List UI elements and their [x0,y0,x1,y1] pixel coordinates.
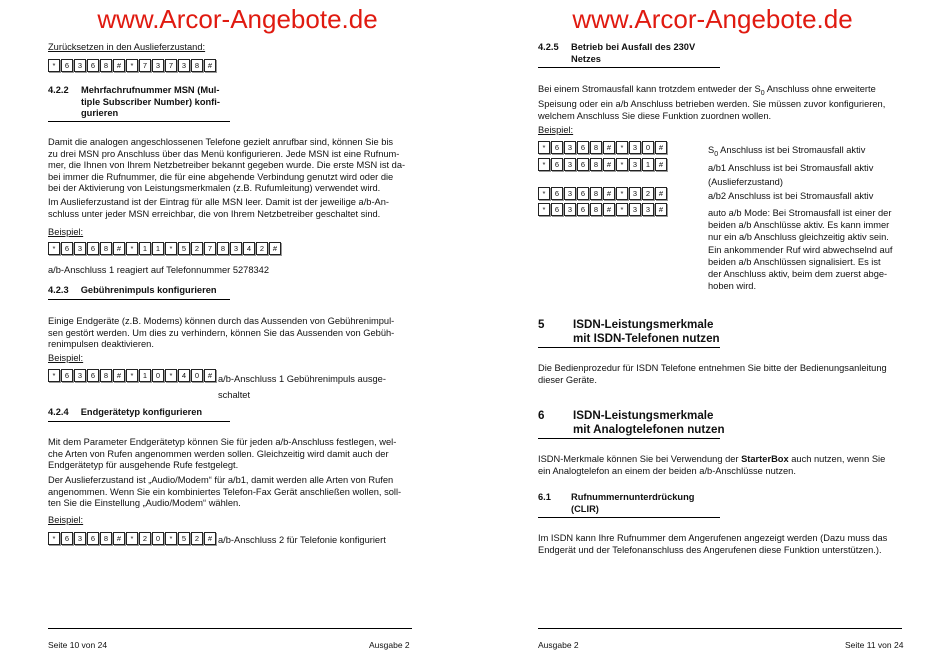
heading-rule [538,347,720,348]
watermark-url: www.Arcor-Angebote.de [572,4,853,34]
text-line: che Arten von Rufen angenommen werden sollen. Gleichzeitig wird damit auch der [48,448,389,459]
heading-line: Mehrfachrufnummer MSN (Mul- [81,85,220,95]
text-line: Damit die analogen angeschlossenen Telefone gezielt anrufbar sind, können Sie bis [48,137,394,147]
paragraph-msn-2 [48,197,389,220]
page-number: Seite 11 von 24 [845,640,904,650]
keypad-key: * [165,242,177,255]
heading-line: Rufnummernunterdrückung [571,492,695,502]
keypad-key: * [48,242,60,255]
keypad-key: 6 [87,242,99,255]
section-number: 6.1 [538,492,551,502]
keypad-key: * [48,532,60,545]
keypad-key: 6 [551,203,563,216]
text-line: Ein ankommender Ruf wird abwechselnd auf [708,244,893,255]
watermark-url: www.Arcor-Angebote.de [97,4,378,34]
keypad-key: * [538,158,550,171]
keypad-key: # [603,141,615,154]
text-line: ein Analogtelefon an einem der beiden a/b-Anschlüsse nutzen. [538,465,796,476]
keypad-key: 3 [74,532,86,545]
keypad-key: * [126,59,138,72]
heading-line: mit ISDN-Telefonen nutzen [573,332,720,345]
keypad-key: 6 [577,158,589,171]
keypad-key: 8 [191,59,203,72]
keypad-key: 0 [152,532,164,545]
stromausfall-text-3: a/b2 Anschluss ist bei Stromausfall aktiv [708,191,874,201]
paragraph-stromausfall [538,84,908,122]
keypad-key: 1 [139,242,151,255]
paragraph-endgeraet-1 [48,437,396,472]
text-line: beiden a/b Anschlüssen signalisiert. Es ist [708,256,881,267]
heading-rule [538,67,720,68]
keypad-key: * [616,141,628,154]
keypad-key: 7 [165,59,177,72]
page-number: Seite 10 von 24 [48,640,108,650]
section-number: 4.2.2 [48,85,69,95]
keypad-key: * [126,369,138,382]
text-line: Endgerät und der Telefonanschluss des Angerufenen diese Funktion unterstützen.). [538,544,882,555]
endgeraet-result: a/b-Anschluss 2 für Telefonie konfiguriert [218,535,386,545]
keypad-key: 3 [564,187,576,200]
keypad-key: * [48,369,60,382]
keypad-key: # [113,59,125,72]
paragraph-isdn-telefone [538,363,887,386]
edition: Ausgabe 2 [538,640,579,650]
keypad-key: 3 [74,242,86,255]
keypad-key: # [113,369,125,382]
heading-line: Betrieb bei Ausfall des 230V [571,42,696,52]
text-line: zu drei MSN pro Anschluss über das Menü konfigurieren. Jede MSN ist eine Rufnum- [48,148,400,159]
edition: Ausgabe 2 [369,640,410,650]
section-number: 5 [538,318,545,331]
section-6-heading [538,409,725,437]
section-number: 4.2.3 [48,285,69,295]
keypad-key: 3 [564,141,576,154]
heading-line: Endgerätetyp konfigurieren [80,407,203,417]
example-label: Beispiel: [48,227,84,237]
keypad-key: # [603,158,615,171]
heading-line: mit Analogtelefonen nutzen [573,423,725,436]
text-line: bei immer die Rufnummer, die für eine abgehende Verbindung genutzt wird oder die [48,171,394,182]
keypad-key: 3 [642,203,654,216]
section-number: 4.2.4 [48,407,69,417]
footer-rule [48,628,412,629]
section-4-2-4-heading [48,407,202,419]
keypad-key: 1 [152,242,164,255]
text-line: nur ein a/b Anschluss gleichzeitig aktiv sein. [708,232,889,243]
keypad-key: 5 [178,532,190,545]
keypad-key: * [538,187,550,200]
keypad-key: 6 [61,532,73,545]
keypad-key: # [269,242,281,255]
subscript: 0 [760,89,765,97]
section-6-1-heading [538,492,758,515]
keypad-key: 7 [204,242,216,255]
keypad-key: 8 [217,242,229,255]
keypad-key: # [204,532,216,545]
stromausfall-text-4 [708,207,893,292]
result-line: a/b-Anschluss 1 Gebührenimpuls ausge- [218,374,386,384]
keypad-key: 3 [230,242,242,255]
keypad-key: * [126,532,138,545]
keypad-key: # [655,141,667,154]
keypad-key: 6 [551,187,563,200]
paragraph-gebuehren [48,316,394,351]
keypad-key: 2 [191,532,203,545]
keypad-key: 3 [178,59,190,72]
msn-keypad [48,242,281,255]
stromausfall-keypad-4 [538,203,667,216]
gebuehren-keypad [48,369,216,382]
keypad-key: # [204,59,216,72]
keypad-key: # [113,242,125,255]
text-line: beiden a/b Anschlüsse aktiv. Es kann immer [708,220,890,231]
text-line: Die Bedienprozedur für ISDN Telefone entnehmen Sie bitte der Bedienungsanleitung [538,363,887,373]
keypad-key: 0 [191,369,203,382]
heading-line: ISDN-Leistungsmerkmale [573,409,714,422]
heading-line: (CLIR) [571,503,599,514]
text-line: Im ISDN kann Ihre Rufnummer dem Angerufenen angezeigt werden (Dazu muss das [538,533,888,543]
text-line: auto a/b Mode: Bei Stromausfall ist einer der [708,208,892,218]
text-line: Endgerätetyp für ausgehende Rufe festgelegt. [48,460,239,470]
keypad-key: 3 [629,187,641,200]
stromausfall-text-2 [708,161,873,189]
keypad-key: 6 [577,203,589,216]
stromausfall-keypad-3 [538,187,667,200]
keypad-key: 1 [139,369,151,382]
text-line: der Anschluss aktiv, beim dem zuerst abge- [708,269,888,280]
text-line: Anschluss ist bei Stromausfall aktiv [718,145,866,155]
text-line: mer, die Ihnen von Ihrem Netzbetreiber bekannt gegeben wurde. Die erste MSN ist da- [48,160,406,170]
stromausfall-keypad-2 [538,158,667,171]
reset-label: Zurücksetzen in den Auslieferzustand: [48,42,206,52]
section-5-heading [538,318,720,346]
keypad-key: 7 [139,59,151,72]
keypad-key: * [538,141,550,154]
keypad-key: # [113,532,125,545]
example-label: Beispiel: [48,353,84,363]
heading-line: ISDN-Leistungsmerkmale [573,318,714,331]
paragraph-msn-1 [48,137,405,195]
text-line: (Auslieferzustand) [708,177,783,187]
keypad-key: # [655,158,667,171]
keypad-key: 6 [61,369,73,382]
keypad-key: 8 [100,242,112,255]
section-number: 6 [538,409,545,422]
text-line: ISDN-Merkmale können Sie bei Verwendung der [538,454,742,464]
keypad-key: 6 [87,532,99,545]
keypad-key: 3 [74,369,86,382]
keypad-key: 6 [551,141,563,154]
keypad-key: 8 [590,141,602,154]
heading-rule [538,517,720,518]
keypad-key: 6 [577,187,589,200]
text-line: renimpulsen deaktivieren. [48,339,154,349]
text-line: hoben wird. [708,281,757,292]
heading-rule [48,121,230,122]
text-line: schluss unter jeder MSN erreichbar, die von Ihrem Netzbetreiber geschaltet sind. [48,208,381,219]
example-label: Beispiel: [538,125,574,135]
keypad-key: 3 [629,158,641,171]
keypad-key: 6 [577,141,589,154]
keypad-key: 8 [590,187,602,200]
stromausfall-keypad-1 [538,141,667,154]
text-line: dieser Geräte. [538,374,597,385]
text-line: S [708,145,715,155]
right-page [475,0,950,654]
text-line: Anschluss ohne erweiterte [764,84,876,94]
keypad-key: 8 [100,369,112,382]
endgeraet-keypad [48,532,216,545]
keypad-key: 2 [191,242,203,255]
keypad-key: 3 [629,141,641,154]
keypad-key: 0 [152,369,164,382]
text-line: a/b1 Anschluss ist bei Stromausfall aktiv [708,163,874,173]
keypad-key: 3 [152,59,164,72]
section-number: 4.2.5 [538,42,559,52]
heading-rule [48,421,230,422]
text-line: bei der Aktivierung von Leistungsmerkmalen (z.B. Rufumleitung) verwendet wird. [48,183,381,193]
keypad-key: * [616,187,628,200]
keypad-key: 2 [256,242,268,255]
keypad-key: 0 [642,141,654,154]
keypad-key: 2 [642,187,654,200]
section-4-2-2-heading [48,85,248,120]
section-4-2-3-heading [48,285,217,297]
keypad-key: 8 [100,532,112,545]
text-line: ten Sie die Einstellung „Audio/Modem“ wählen. [48,498,241,508]
keypad-key: 1 [642,158,654,171]
keypad-key: 3 [74,59,86,72]
text-line: Speisung oder ein a/b Anschluss betrieben werden. Sie müssen zuvor konfigurieren, [538,99,886,110]
keypad-key: 8 [100,59,112,72]
keypad-key: # [603,203,615,216]
text-line: welchem Anschluss Sie diese Funktion zuordnen wollen. [538,110,772,121]
keypad-key: 4 [178,369,190,382]
keypad-key: 5 [178,242,190,255]
keypad-key: 6 [61,59,73,72]
text-line: Mit dem Parameter Endgerätetyp können Sie für jeden a/b-Anschluss festlegen, wel- [48,437,397,447]
keypad-key: * [616,203,628,216]
example-label: Beispiel: [48,515,84,525]
heading-line: tiple Subscriber Number) konfi- [81,96,220,107]
reset-keypad [48,59,216,72]
keypad-key: # [603,187,615,200]
product-name: StarterBox [741,454,789,464]
text-line: Der Auslieferzustand ist „Audio/Modem“ für a/b1, damit werden alle Arten von Rufen [48,475,394,485]
paragraph-endgeraet-2 [48,475,401,510]
keypad-key: 2 [139,532,151,545]
heading-line: Gebührenimpuls konfigurieren [80,285,217,295]
keypad-key: # [655,187,667,200]
keypad-key: 6 [87,59,99,72]
footer-rule [538,628,902,629]
text-line: Einige Endgeräte (z.B. Modems) können durch das Aussenden von Gebührenimpul- [48,316,395,326]
keypad-key: * [126,242,138,255]
keypad-key: 3 [629,203,641,216]
heading-line: Netzes [571,53,601,64]
text-line: Im Auslieferzustand ist der Eintrag für alle MSN leer. Damit ist der jeweilige a/b-An- [48,197,390,207]
keypad-key: # [655,203,667,216]
keypad-key: * [48,59,60,72]
keypad-key: # [204,369,216,382]
text-line: auch nutzen, wenn Sie [788,454,886,464]
heading-rule [538,438,720,439]
keypad-key: * [616,158,628,171]
keypad-key: 3 [564,158,576,171]
keypad-key: 6 [87,369,99,382]
keypad-key: 8 [590,158,602,171]
text-line: angenommen. Wenn Sie ein kombiniertes Telefon-Fax Gerät anschließen wollen, soll- [48,486,402,497]
stromausfall-text-1 [708,145,865,160]
text-line: Bei einem Stromausfall kann trotzdem entweder der S [538,84,761,94]
heading-line: gurieren [81,108,119,118]
keypad-key: 4 [243,242,255,255]
keypad-key: 8 [590,203,602,216]
keypad-key: 6 [551,158,563,171]
subscript: 0 [714,150,719,158]
section-4-2-5-heading [538,42,758,65]
keypad-key: * [538,203,550,216]
keypad-key: * [165,532,177,545]
paragraph-clir [538,533,887,556]
msn-result: a/b-Anschluss 1 reagiert auf Telefonnummer 5278342 [48,265,270,275]
text-line: sen gestört werden. Um dies zu verhindern, können Sie das Aussenden von Gebüh- [48,327,395,338]
gebuehren-result [218,374,386,401]
result-line: schaltet [218,389,251,400]
keypad-key: 6 [61,242,73,255]
keypad-key: 3 [564,203,576,216]
heading-rule [48,299,230,300]
paragraph-analogtelefon [538,454,885,477]
keypad-key: * [165,369,177,382]
